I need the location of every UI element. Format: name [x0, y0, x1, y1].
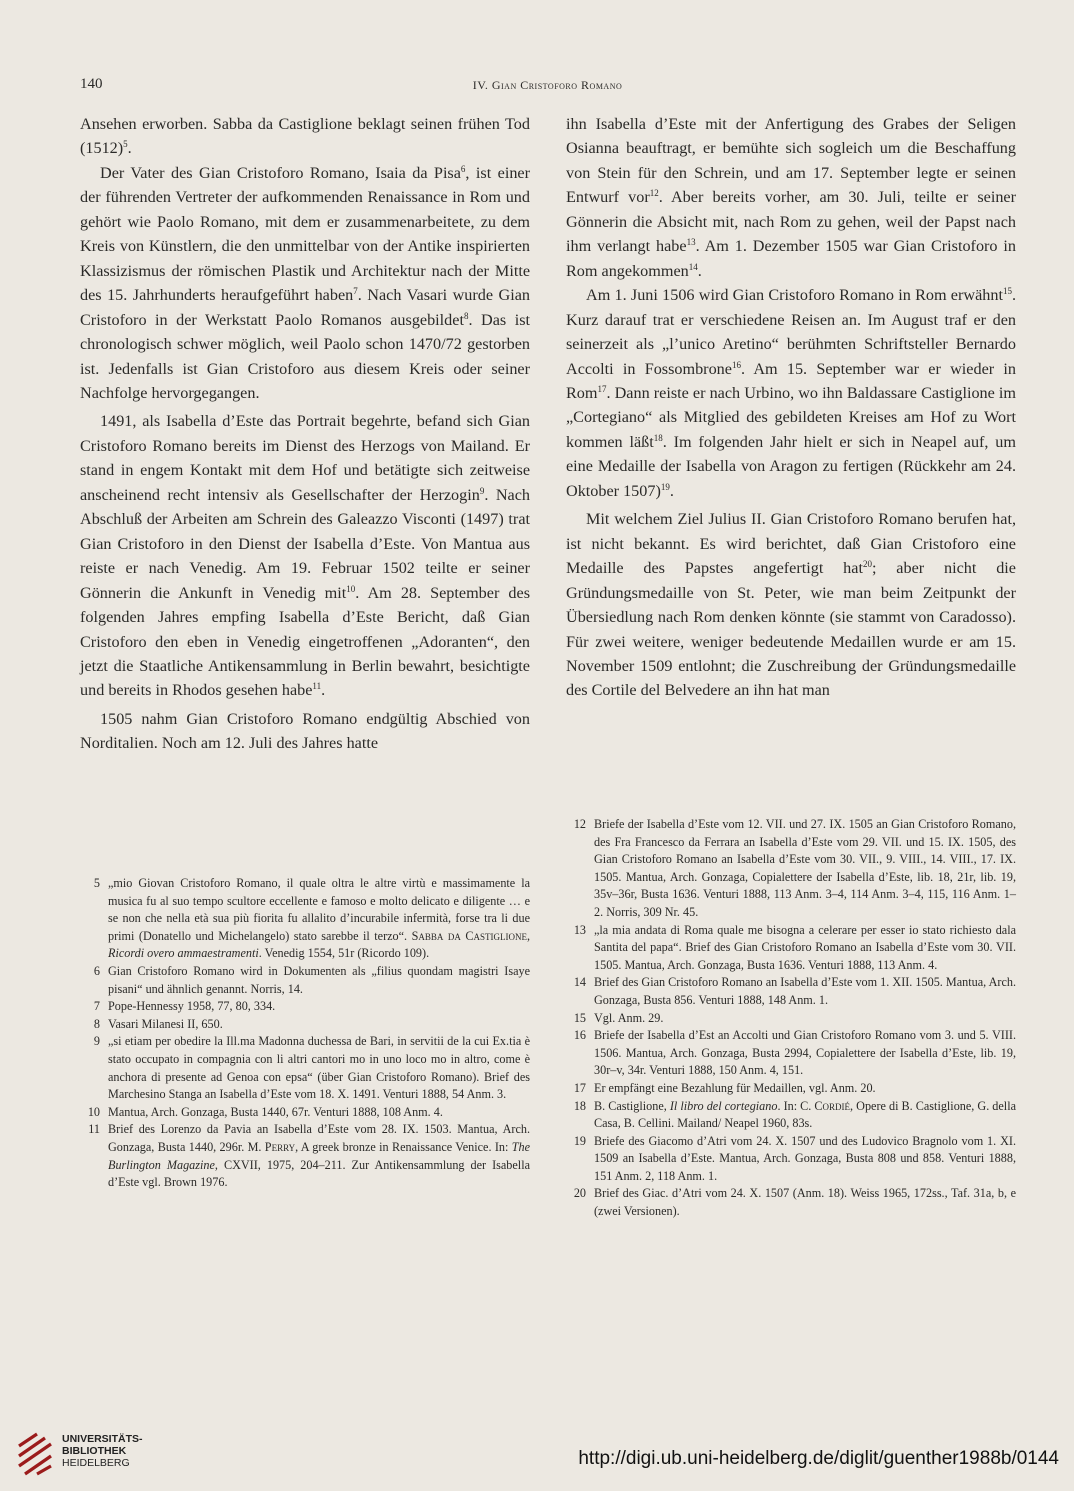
main-text-column-left: [80, 112, 530, 756]
page-header: [80, 76, 1015, 98]
footnotes-left: [80, 875, 530, 1192]
footnote: 10 Mantua, Arch. Gonzaga, Busta 1440, 67r. Venturi 1888, 108 Anm. 4.: [87, 1104, 443, 1119]
footnote: 17 Er empfängt eine Bezahlung für Medaillen, vgl. Anm. 20.: [573, 1080, 876, 1095]
footnote: 20 Brief des Giac. d’Atri vom 24. X. 1507 (Anm. 18). Weiss 1965, 172ss., Taf. 31a, b, e (zwei Versionen).: [573, 1186, 1016, 1219]
footnote-ref: 8: [463, 310, 469, 321]
footnote-ref: 17: [597, 383, 607, 394]
paragraph: Ansehen erworben. Sabba da Castiglione beklagt seinen frühen Tod $(1512)^5$.: [80, 115, 530, 158]
library-emblem-icon: [15, 1432, 55, 1476]
paragraph: Der Vater des Gian Cristoforo Romano, Isaia da Pisa$^6$, ist einer der führenden Vertreter der aufkommenden Renaissance in Rom und gehört wie Paolo Romano, mit dem er zusammenarbeitete, zu dem Kreis von Künstlern, die den unmittelbar von der Antike inspirierten Klassizismus der römischen Plastik und Architektur nach der Mitte des 15. Jahrhunderts heraufgeführt haben$^7$. Nach Vasari wurde Gian Cristoforo in der Werkstatt Paolo Romanos ausgebildet$^8$. Das ist chronologisch schwer möglich, weil Paolo schon 1470/72 gestorben ist. Jedenfalls ist Gian Cristoforo aus diesem Kreis oder seiner Nachfolge hervorgegangen.: [80, 163, 531, 402]
footnote-ref: 10: [346, 583, 356, 594]
footnote-ref: 14: [688, 261, 698, 272]
scan-footer: [0, 1410, 1074, 1491]
main-text-column-right: [566, 112, 1016, 703]
footnote-ref: 20: [862, 559, 872, 570]
footnote: 5 „mio Giovan Cristoforo Romano, il quale oltra le altre virtù e massimamente la musica fu al suo tempo scultore eccellente e famoso e molto delicato e diligente … e se non che nella età sua più fiorita fu allalito d’incurabile infermità, forse tra li due primi (Donatello und Michelangelo) stato sarebbe il terzo“. Sabba da Castiglione, Ricordi overo ammaestramenti. Venedig 1554, 51r (Ricordo 109).: [93, 876, 530, 961]
running-title: IV. Gian Cristoforo Romano: [472, 78, 623, 92]
footnote: 9 „si etiam per obedire la Ill.ma Madonna duchessa de Bari, in servitii de la cui Ex.tia è stato occupato in compagnia con li altri cantori mo in uno loco mo in altro, come è anchora di presente ad Genoa con epsa“ (über Gian Cristoforo Romano). Brief des Marchesino Stanga an Isabella d’Este vom 18. X. 1491. Venturi 1888, 54 Anm. 3.: [93, 1034, 530, 1102]
footnote-ref: 19: [660, 481, 670, 492]
paragraph: ihn Isabella d’Este mit der Anfertigung des Grabes der Seligen Osianna beauftragt, er bemühte sich sogleich um die Beschaffung von Stein für den Schrein, und am 17. September legte er seinen Entwurf vor$^{12}$. Aber bereits vorher, am 30. Juli, teilte er seiner Gönnerin die Absicht mit, nach Rom zu gehen, weil der Papst nach ihm verlangt habe$^{13}$. Am 1. Dezember 1505 war Gian Cristoforo in Rom angekommen$^{14}$.: [566, 115, 1016, 280]
footnote-ref: 9: [479, 485, 485, 496]
footnote-ref: 6: [460, 163, 466, 174]
footnote: 14 Brief des Gian Cristoforo Romano an Isabella d’Este vom 1. XII. 1505. Mantua, Arch. Gonzaga, Busta 856. Venturi 1888, 148 Anm. 1.: [573, 975, 1016, 1007]
paragraph: 1491, als Isabella d’Este das Portrait begehrte, befand sich Gian Cristoforo Romano bereits im Dienst des Herzogs von Mailand. Er stand in engem Kontakt mit dem Hof und betätigte sich zeitweise anscheinend recht intensiv als Gesellschafter der Herzogin$^9$. Nach Abschluß der Arbeiten am Schrein des Galeazzo Visconti (1497) trat Gian Cristoforo in den Dienst der Isabella d’Este. Von Mantua aus reiste er nach Venedig. Am 19. Februar 1502 teilte er seiner Gönnerin die Ankunft in Venedig mit$^{10}$. Am 28. September des folgenden Jahres empfing Isabella d’Este Bericht, daß Gian Cristoforo den eben in Venedig eingetroffenen „Adoranten“, den jetzt die Staatliche Antikensammlung in Berlin bewahrt, besichtigte und bereits in Rhodos gesehen habe$^{11}$.: [80, 412, 531, 700]
footnote-ref: 16: [731, 359, 741, 370]
footnote-ref: 12: [649, 188, 659, 199]
footnote-ref: 7: [353, 286, 358, 297]
footnote: 11 Brief des Lorenzo da Pavia an Isabella d’Este vom 28. IX. 1503. Mantua, Arch. Gonzaga, Busta 1440, 296r. M. Perry, A greek bronze in Renaissance Venice. In: The Burlington Magazine, CXVII, 1975, 204–211. Zur Antikensammlung der Isabella d’Este vgl. Brown 1976.: [88, 1122, 530, 1190]
footnote: 6 Gian Cristoforo Romano wird in Dokumenten als „filius quondam magistri Isaye pisani“ und ähnlich genannt. Norris, 14.: [93, 963, 530, 996]
footnote-ref: 13: [686, 237, 696, 248]
page-number: 140: [80, 76, 103, 92]
footnote: 8 Vasari Milanesi II, 650.: [93, 1016, 223, 1031]
paragraph: Mit welchem Ziel Julius II. Gian Cristoforo Romano berufen hat, ist nicht bekannt. Es wird berichtet, daß Gian Cristoforo eine Medaille des Papstes angefertigt hat$^{20}$; aber nicht die Gründungsmedaille von St. Peter, wie man beim Zeitpunkt der Übersiedlung nach Rom denken könnte (sie stammt von Caradosso). Für zwei weitere, weniger bedeutende Medaillen wurde er am 15. November 1509 entlohnt; die Zuschreibung der Gründungsmedaille des Cortile del Belvedere an ihn hat man: [566, 510, 1016, 700]
footnote: 19 Briefe des Giacomo d’Atri vom 24. X. 1507 und des Ludovico Bragnolo vom 1. XI. 1509 an Isabella d’Este. Mantua, Arch. Gonzaga, Busta 808 und 858. Venturi 1888, 151 Anm. 2, 118 Anm. 1.: [573, 1133, 1016, 1183]
paragraph: Am 1. Juni 1506 wird Gian Cristoforo Romano in Rom erwähnt$^{15}$. Kurz darauf trat er verschiedene Reisen an. Im August traf er den seinerzeit als „l’unico Aretino“ berühmten Schriftsteller Bernardo Accolti in Fossombrone$^{16}$. Am 15. September war er wieder in Rom$^{17}$. Dann reiste er nach Urbino, wo ihn Baldassare Castiglione im „Cortegiano“ als Mitglied des gebildeten Kreises am Hof zu Wort kommen läßt$^{18}$. Im folgenden Jahr hielt er sich in Neapel auf, um eine Medaille der Isabella von Aragon zu fertigen (Rückkehr am 24. Oktober 1507)$^{19}$.: [566, 286, 1016, 500]
footnotes-right: [566, 816, 1016, 1221]
footnote-ref: 18: [653, 432, 663, 443]
footnote: 15 Vgl. Anm. 29.: [573, 1010, 664, 1025]
footnote-ref: 15: [1002, 286, 1012, 297]
paragraph: 1505 nahm Gian Cristoforo Romano endgültig Abschied von Norditalien. Noch am 12. Juli des Jahres hatte: [80, 709, 530, 753]
library-name: UNIVERSITÄTS- BIBLIOTHEK HEIDELBERG: [62, 1433, 143, 1469]
footnote: 16 Briefe der Isabella d’Est an Accolti und Gian Cristoforo Romano vom 3. und 5. VIII. 1506. Mantua, Arch. Gonzaga, Busta 2994, Copialettere der Isabella d’Este, lib. 19, 30r–v, 34r. Venturi 1888, 150 Anm. 4, 151.: [573, 1028, 1016, 1078]
footnote: 18 B. Castiglione, Il libro del cortegiano. In: C. Cordié, Opere di B. Castiglione, G. della Casa, B. Cellini. Mailand/ Neapel 1960, 83s.: [573, 1098, 1016, 1131]
footnote: 13 „la mia andata di Roma quale me bisogna a celerare per esser io stato richiesto dala Santita del papa“. Brief des Gian Cristoforo Romano an Isabella d’Este vom 30. VII. 1505. Mantua, Arch. Gonzaga, Busta 1636. Venturi 1888, 113 Anm. 4.: [573, 922, 1016, 972]
footnote: 7 Pope-Hennessy 1958, 77, 80, 334.: [93, 999, 276, 1014]
footnote: 12 Briefe der Isabella d’Este vom 12. VII. und 27. IX. 1505 an Gian Cristoforo Romano, des Fra Francesco da Ferrara an Isabella d’Este vom 29. VII. und 15. IX. 1505, des Gian Cristoforo Romano an Isabella d’Este vom 30. VII., 9. VIII., 14. VIII., 17. IX. 1505. Mantua, Arch. Gonzaga, Copialettere der Isabella d’Este, lib. 18, 21r, lib. 19, 35v–36r, Busta 1636. Venturi 1888, 113 Anm. 3–4, 114 Anm. 3–4, 115, 116 Anm. 1–2. Norris, 309 Nr. 45.: [573, 817, 1016, 919]
footnote-ref: 5: [123, 139, 128, 150]
footnote-ref: 11: [312, 681, 322, 692]
source-url-link[interactable]: http://digi.ub.uni-heidelberg.de/diglit/guenther1988b/0144: [578, 1448, 1059, 1469]
